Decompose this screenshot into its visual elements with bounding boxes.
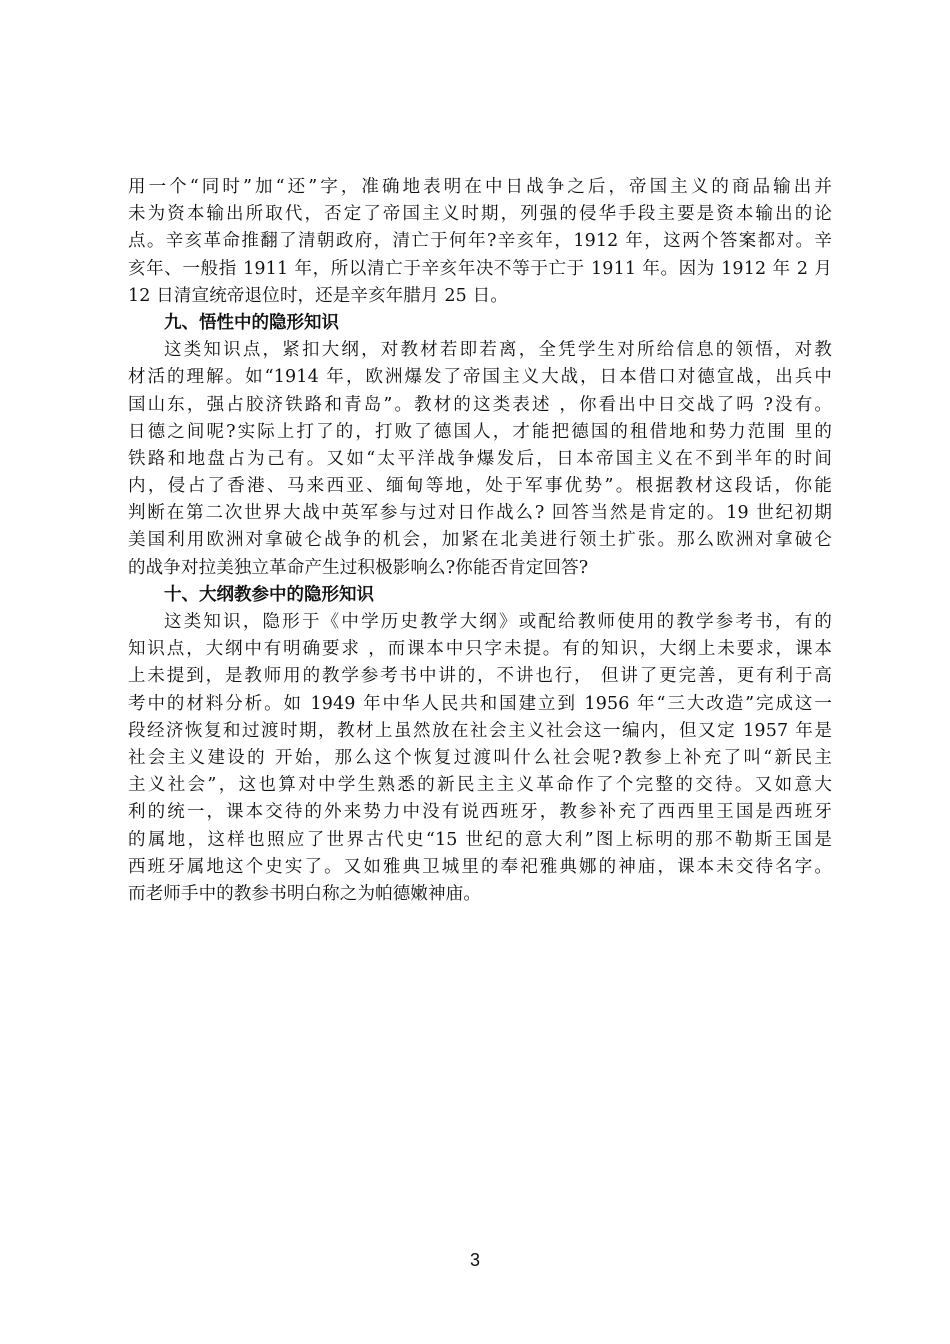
text-line: 判断在第二次世界大战中英军参与过对日作战么? 回答当然是肯定的。19 世纪初期 (128, 503, 832, 524)
text-line: 未为资本输出所取代，否定了帝国主义时期，列强的侵华手段主要是资本输出的论 (128, 204, 832, 225)
text-line: 国山东，强占胶济铁路和青岛”。教材的这类表述 ，你看出中日交战了吗 ?没有。 (128, 394, 832, 415)
text-line: 而老师手中的教参书明白称之为帕德嫩神庙。 (128, 883, 481, 904)
text-line: 日德之间呢?实际上打了的，打败了德国人，才能把德国的租借地和势力范围 里的 (128, 421, 832, 442)
document-body (128, 174, 832, 908)
text-line: 段经济恢复和过渡时期，教材上虽然放在社会主义社会这一编内，但又定 1957 年是 (128, 720, 832, 741)
text-line: 美国利用欧洲对拿破仑战争的机会，加紧在北美进行领土扩张。那么欧洲对拿破仑 (128, 530, 832, 551)
text-line: 内，侵占了香港、马来西亚、缅甸等地，处于军事优势”。根据教材这段话，你能 (128, 476, 832, 497)
text-line: 主义社会”，这也算对中学生熟悉的新民主主义革命作了个完整的交待。又如意大 (128, 775, 832, 796)
text-line: 用一个“同时”加“还”字，准确地表明在中日战争之后，帝国主义的商品输出并 (128, 177, 832, 197)
text-line: 12 日清宣统帝退位时，还是辛亥年腊月 25 日。 (128, 285, 508, 306)
text-line: 材活的理解。如“1914 年，欧洲爆发了帝国主义大战，日本借口对德宣战，出兵中 (128, 367, 832, 388)
text-line: 西班牙属地这个史实了。又如雅典卫城里的奉祀雅典娜的神庙，课本未交待名字。 (128, 856, 832, 877)
text-line: 上未提到，是教师用的教学参考书中讲的，不讲也行， 但讲了更完善，更有利于高 (128, 666, 832, 687)
text-line: 这类知识点，紧扣大纲，对教材若即若离，全凭学生对所给信息的领悟，对教 (164, 340, 832, 361)
text-line: 铁路和地盘占为己有。又如“太平洋战争爆发后，日本帝国主义在不到半年的时间 (128, 448, 832, 469)
page-number: 3 (469, 1250, 480, 1270)
text-line: 这类知识，隐形于《中学历史教学大纲》或配给教师使用的教学参考书，有的 (164, 612, 832, 632)
text-line: 知识点，大纲中有明确要求 ，而课本中只字未提。有的知识，大纲上未要求，课本 (128, 639, 832, 660)
text-line: 的属地，这样也照应了世界古代史“15 世纪的意大利”图上标明的那不勒斯王国是 (128, 829, 832, 850)
text-line: 亥年、一般指 1911 年，所以清亡于辛亥年决不等于亡于 1911 年。因为 1912 年 2 月 (128, 258, 832, 279)
section-heading-10: 十、大纲教参中的隐形知识 (164, 584, 374, 605)
text-line: 点。辛亥革命推翻了清朝政府，清亡于何年?辛亥年，1912 年，这两个答案都对。辛 (128, 231, 832, 252)
text-line: 的战争对拉美独立革命产生过积极影响么?你能否肯定回答? (128, 557, 589, 578)
section-heading-9: 九、悟性中的隐形知识 (164, 312, 339, 333)
text-line: 利的统一，课本交待的外来势力中没有说西班牙，教参补充了西西里王国是西班牙 (128, 802, 832, 823)
text-line: 考中的材料分析。如 1949 年中华人民共和国建立到 1956 年“三大改造”完成这一 (128, 693, 832, 714)
text-line: 社会主义建设的 开始，那么这个恢复过渡叫什么社会呢?教参上补充了叫“新民主 (128, 747, 832, 768)
